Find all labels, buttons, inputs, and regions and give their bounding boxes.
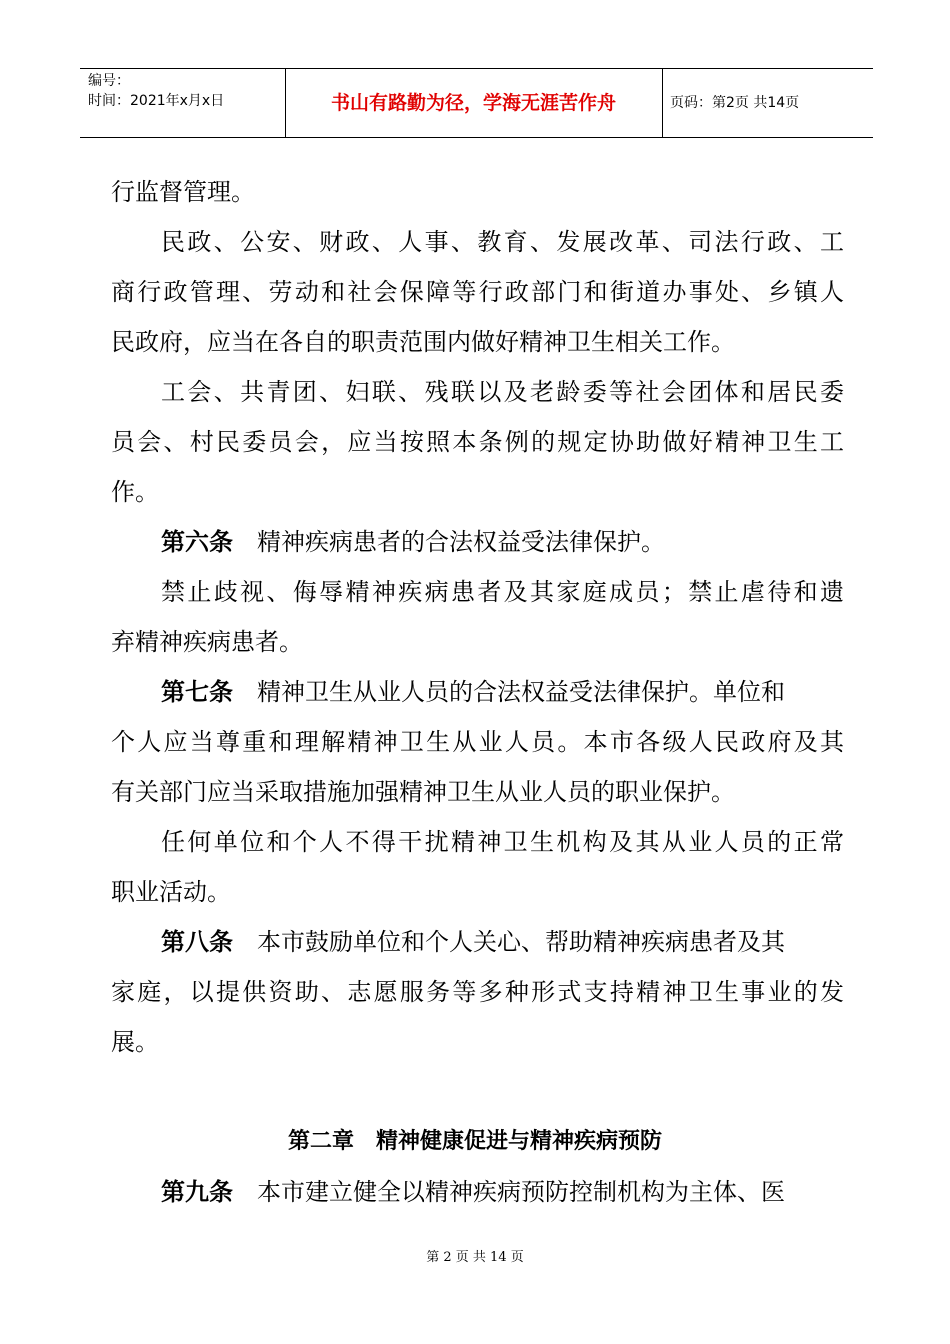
header-page-info: 页码：第2页 共14页 — [670, 95, 800, 111]
article-9 — [161, 1172, 785, 1212]
header-meta — [88, 71, 224, 111]
chapter-heading: 第二章 精神健康促进与精神疾病预防 — [287, 1129, 662, 1154]
body-line: 禁止歧视、侮辱精神疾病患者及其家庭成员；禁止虐待和遗 — [161, 578, 844, 606]
body-line: 民政府，应当在各自的职责范围内做好精神卫生相关工作。 — [111, 328, 735, 356]
body-line: 商行政管理、劳动和社会保障等行政部门和街道办事处、乡镇人 — [111, 278, 844, 306]
article-title: 第八条 — [161, 928, 233, 956]
article-title: 第六条 — [161, 528, 233, 556]
body-line: 工会、共青团、妇联、残联以及老龄委等社会团体和居民委 — [161, 378, 844, 406]
article-text: 本市鼓励单位和个人关心、帮助精神疾病患者及其 — [257, 928, 785, 956]
body-line: 任何单位和个人不得干扰精神卫生机构及其从业人员的正常 — [161, 828, 844, 856]
article-text: 精神卫生从业人员的合法权益受法律保护。单位和 — [257, 678, 785, 706]
body-line: 展。 — [111, 1028, 159, 1056]
article-7 — [161, 672, 785, 712]
header-motto: 书山有路勤为径，学海无涯苦作舟 — [330, 92, 616, 114]
header-divider — [662, 69, 663, 137]
page-footer: 第 2 页 共 14 页 — [426, 1250, 524, 1265]
article-6 — [161, 522, 665, 562]
body-line: 员会、村民委员会，应当按照本条例的规定协助做好精神卫生工 — [111, 428, 844, 456]
body-line: 行监督管理。 — [111, 178, 255, 206]
body-line: 民政、公安、财政、人事、教育、发展改革、司法行政、工 — [161, 228, 844, 256]
document-number-label: 编号： — [88, 73, 130, 89]
page-header — [80, 68, 873, 138]
article-title: 第九条 — [161, 1178, 233, 1206]
body-line: 作。 — [111, 478, 159, 506]
article-title: 第七条 — [161, 678, 233, 706]
document-time-label: 时间：2021年x月x日 — [88, 93, 225, 109]
article-text: 精神疾病患者的合法权益受法律保护。 — [257, 528, 665, 556]
article-text: 本市建立健全以精神疾病预防控制机构为主体、医 — [257, 1178, 785, 1206]
body-line: 职业活动。 — [111, 878, 231, 906]
body-line: 家庭，以提供资助、志愿服务等多种形式支持精神卫生事业的发 — [111, 978, 844, 1006]
body-line: 弃精神疾病患者。 — [111, 628, 303, 656]
article-8 — [161, 922, 785, 962]
body-line: 有关部门应当采取措施加强精神卫生从业人员的职业保护。 — [111, 778, 735, 806]
body-line: 个人应当尊重和理解精神卫生从业人员。本市各级人民政府及其 — [111, 728, 844, 756]
